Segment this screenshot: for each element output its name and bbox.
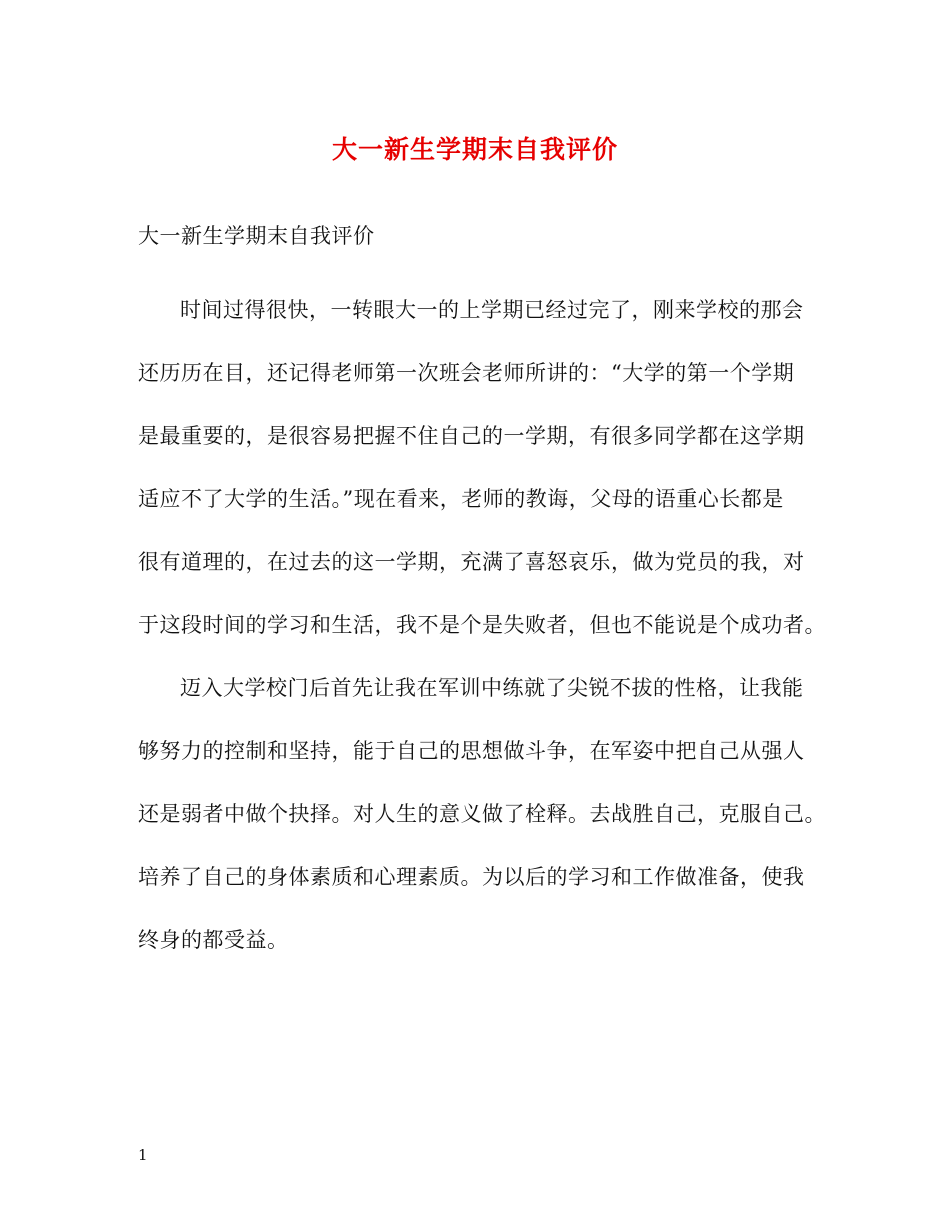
page-number: 1: [138, 1146, 148, 1164]
paragraph-2-line-1: 迈入大学校门后首先让我在军训中练就了尖锐不拔的性格，让我能: [180, 676, 804, 700]
paragraph-2-line-5: 终身的都受益。: [138, 928, 289, 952]
paragraph-1-line-2: 还历历在目，还记得老师第一次班会老师所讲的：“大学的第一个学期: [138, 361, 795, 385]
paragraph-2-line-2: 够努力的控制和坚持，能于自己的思想做斗争，在军姿中把自己从强人: [138, 739, 805, 763]
document-title: 大一新生学期末自我评价: [331, 135, 618, 164]
document-subtitle: 大一新生学期末自我评价: [138, 224, 375, 248]
paragraph-1-line-1: 时间过得很快，一转眼大一的上学期已经过完了，刚来学校的那会: [180, 298, 804, 322]
paragraph-2-line-4: 培养了自己的身体素质和心理素质。为以后的学习和工作做准备，使我: [138, 865, 805, 889]
paragraph-1-line-3: 是最重要的，是很容易把握不住自己的一学期，有很多同学都在这学期: [138, 424, 805, 448]
paragraph-1-line-4: 适应不了大学的生活。”现在看来，老师的教诲，父母的语重心长都是: [138, 487, 784, 511]
paragraph-1-line-5: 很有道理的，在过去的这一学期，充满了喜怒哀乐，做为党员的我，对: [138, 550, 805, 574]
paragraph-2-line-3: 还是弱者中做个抉择。对人生的意义做了栓释。去战胜自己，克服自己。: [138, 802, 826, 826]
paragraph-1-line-6: 于这段时间的学习和生活，我不是个是失败者，但也不能说是个成功者。: [138, 613, 826, 637]
